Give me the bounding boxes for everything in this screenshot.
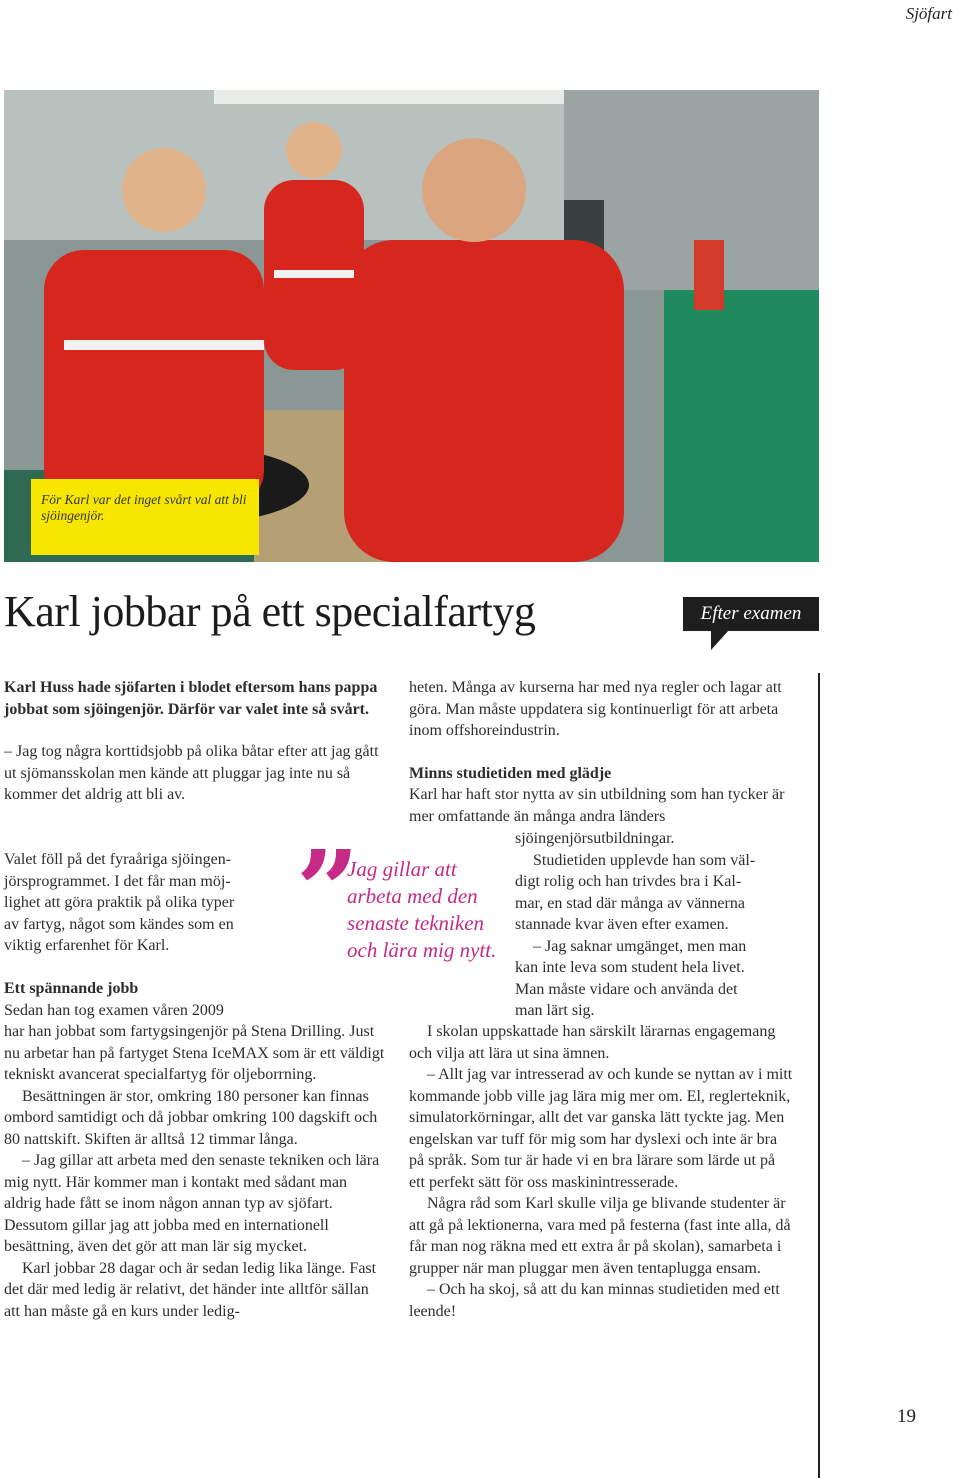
pull-quote: Jag gillar att arbeta med den senaste tekniken och lära mig nytt.	[347, 857, 497, 962]
body-paragraph: – Jag tog några korttidsjobb på olika båtar efter att jag gått ut sjömansskolan men kände att pluggar jag inte nu så kommer det aldrig att bli av.	[4, 743, 379, 803]
body-line: stannade kvar även efter examen.	[515, 916, 729, 933]
body-line: kan inte leva som student hela livet.	[515, 959, 745, 976]
body-line: Studietiden upplevde han som väl-	[533, 851, 756, 869]
body-line: Man måste vidare och använda det	[515, 980, 738, 998]
body-line: Sedan han tog examen våren 2009	[4, 1001, 224, 1019]
body-line: lighet att göra praktik på olika typer	[4, 894, 235, 911]
section-label: Sjöfart	[905, 4, 952, 23]
body-paragraph: har han jobbat som fartygsingenjör på Stena Drilling. Just nu arbetar han på fartyget Stena IceMAX som är ett väldigt tekniskt avancerat specialfartyg för oljeborrning.	[4, 1023, 385, 1083]
right-column-top	[409, 677, 789, 827]
body-paragraph: Karl jobbar 28 dagar och är sedan ledig lika länge. Fast det där med ledig är relativt, det händer inte alltför sällan att han måste gå en kurs under ledig-	[4, 1259, 377, 1320]
left-column-bottom	[4, 978, 388, 1322]
body-paragraph: I skolan uppskattade han särskilt lärarnas engagemang och vilja att lära ut sina ämnen.	[409, 1023, 776, 1062]
lead-paragraph: Karl Huss hade sjöfarten i blodet eftersom hans pappa jobbat som sjöingenjör. Därför var valet inte så svårt.	[4, 679, 378, 718]
body-line: Valet föll på det fyraåriga sjöingen-	[4, 851, 232, 868]
body-paragraph: Några råd som Karl skulle vilja ge blivande studenter är att gå på lektionerna, vara med på festerna (fast inte alla, då får man nog räkna med ett extra år på skolan), samarbeta i grupper när man pluggar men även tentaplugga ensam.	[409, 1195, 791, 1277]
tag-pointer	[711, 630, 729, 650]
body-line: digt rolig och han trivdes bra i Kal-	[515, 873, 742, 890]
body-paragraph: – Jag gillar att arbeta med den senaste tekniken och lära mig nytt. Här kommer man i kontakt med sådant man aldrig hade fått se inom någon annan typ av sjöfart. Dessutom gillar jag att jobba med en internationell besättning, även det gör att man lär sig mycket.	[4, 1152, 380, 1255]
article-headline: Karl jobbar på ett specialfartyg	[4, 587, 536, 636]
body-paragraph: heten. Många av kurserna har med nya regler och lagar att göra. Man måste uppdatera sig kontinuerligt för att arbeta inom offshoreindustrin.	[409, 679, 782, 739]
section-tag: Efter examen	[683, 597, 819, 631]
left-column-top	[4, 677, 384, 806]
right-column-bottom	[409, 1021, 793, 1322]
subheading: Minns studietiden med glädje	[409, 764, 612, 782]
column-divider	[818, 673, 820, 1478]
right-column-wrap	[515, 828, 800, 1022]
body-line: mar, en stad där många av vännerna	[515, 894, 745, 912]
body-line: sjöingenjörsutbildningar.	[515, 830, 675, 847]
body-paragraph: – Och ha skoj, så att du kan minnas studietiden med ett leende!	[409, 1281, 780, 1320]
subheading: Ett spännande jobb	[4, 980, 139, 997]
body-line: – Jag saknar umgänget, men man	[533, 937, 747, 955]
body-paragraph: Besättningen är stor, omkring 180 personer kan finnas ombord samtidigt och då jobbar omkring 100 dagskift och 80 nattskift. Skiften är alltså 12 timmar långa.	[4, 1087, 378, 1148]
quote-mark: ”	[296, 826, 350, 955]
body-line: man lärt sig.	[515, 1002, 595, 1019]
photo-caption: För Karl var det inget svårt val att bli sjöingenjör.	[31, 479, 259, 555]
body-line: av fartyg, något som kändes som en	[4, 915, 234, 933]
body-line: viktig erfarenhet för Karl.	[4, 937, 170, 954]
left-column-wrap	[4, 849, 294, 957]
page-number: 19	[897, 1406, 916, 1427]
body-paragraph: Karl har haft stor nytta av sin utbildning som han tycker är mer omfattande än många andra länders	[409, 786, 785, 825]
body-line: jörsprogrammet. I det får man möj-	[4, 872, 231, 890]
body-paragraph: – Allt jag var intresserad av och kunde se nyttan av i mitt kommande jobb ville jag lära mig mer om. El, reglerteknik, simulatorkörningar, allt det var ganska lätt tyckte jag. Men engelskan var tuff för mig som har dyslexi och inte är bra på språk. Som tur är hade vi en bra lärare som lärde ut på ett perfekt sätt för oss maskinintresserade.	[409, 1066, 793, 1191]
